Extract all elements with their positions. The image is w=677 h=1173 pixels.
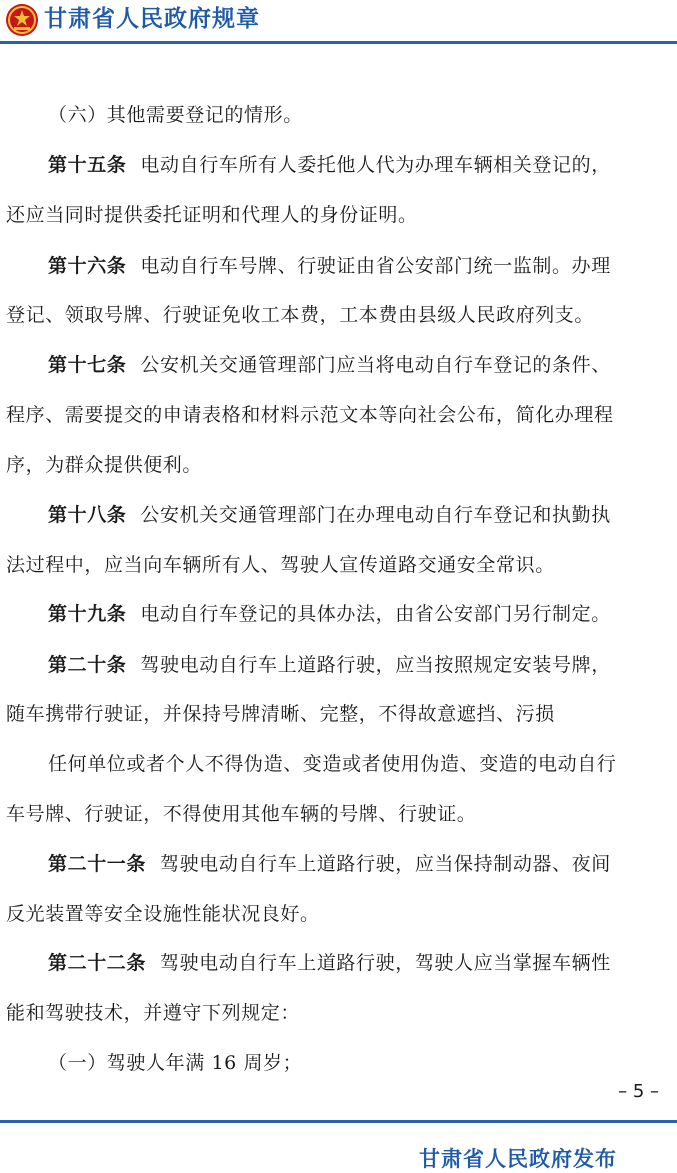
article-15-line-1: 第十五条 电动自行车所有人委托他人代为办理车辆相关登记的， [48, 154, 611, 176]
clause-6: （六）其他需要登记的情形。 [48, 104, 303, 126]
article-20-para-2-line-1: 任何单位或者个人不得伪造、变造或者使用伪造、变造的电动自行 [48, 753, 617, 775]
article-15-line-2: 还应当同时提供委托证明和代理人的身份证明。 [6, 204, 418, 226]
article-21-title: 第二十一条 [48, 853, 147, 875]
article-20-title: 第二十条 [48, 654, 127, 676]
article-19-title: 第十九条 [48, 603, 127, 625]
article-22-line-1: 第二十二条 驾驶电动自行车上道路行驶，驾驶人应当掌握车辆性 [48, 952, 611, 974]
article-22-line-2: 能和驾驶技术，并遵守下列规定： [6, 1002, 301, 1024]
article-21-line-1: 第二十一条 驾驶电动自行车上道路行驶，应当保持制动器、夜间 [48, 853, 611, 875]
article-16-line-2: 登记、领取号牌、行驶证免收工本费，工本费由县级人民政府列支。 [6, 304, 595, 326]
footer-publisher: 甘肃省人民政府发布 [419, 1147, 617, 1171]
header-title: 甘肃省人民政府规章 [44, 6, 260, 32]
article-20-para-2-line-2: 车号牌、行驶证，不得使用其他车辆的号牌、行驶证。 [6, 803, 477, 825]
article-18-line-2: 法过程中，应当向车辆所有人、驾驶人宣传道路交通安全常识。 [6, 554, 555, 576]
footer-divider [0, 1120, 677, 1123]
article-15-title: 第十五条 [48, 154, 127, 176]
article-20-line-2: 随车携带行驶证，并保持号牌清晰、完整，不得故意遮挡、污损 [6, 703, 555, 725]
national-emblem-icon [5, 3, 39, 37]
clause-1: （一）驾驶人年满 16 周岁； [48, 1052, 303, 1074]
article-17-line-2: 程序、需要提交的申请表格和材料示范文本等向社会公布，简化办理程 [6, 404, 614, 426]
article-21-line-2: 反光装置等安全设施性能状况良好。 [6, 903, 320, 925]
article-16-title: 第十六条 [48, 255, 127, 277]
header-divider [0, 41, 677, 44]
page-header [0, 0, 677, 44]
article-19-line-1: 第十九条 电动自行车登记的具体办法，由省公安部门另行制定。 [48, 603, 611, 625]
page-number: – 5 – [618, 1081, 659, 1102]
article-22-title: 第二十二条 [48, 952, 147, 974]
article-17-title: 第十七条 [48, 354, 127, 376]
article-20-line-1: 第二十条 驾驶电动自行车上道路行驶，应当按照规定安装号牌， [48, 654, 611, 676]
article-17-line-1: 第十七条 公安机关交通管理部门应当将电动自行车登记的条件、 [48, 354, 611, 376]
article-17-line-3: 序，为群众提供便利。 [6, 454, 203, 476]
article-18-line-1: 第十八条 公安机关交通管理部门在办理电动自行车登记和执勤执 [48, 504, 611, 526]
article-18-title: 第十八条 [48, 504, 127, 526]
article-16-line-1: 第十六条 电动自行车号牌、行驶证由省公安部门统一监制。办理 [48, 255, 611, 277]
